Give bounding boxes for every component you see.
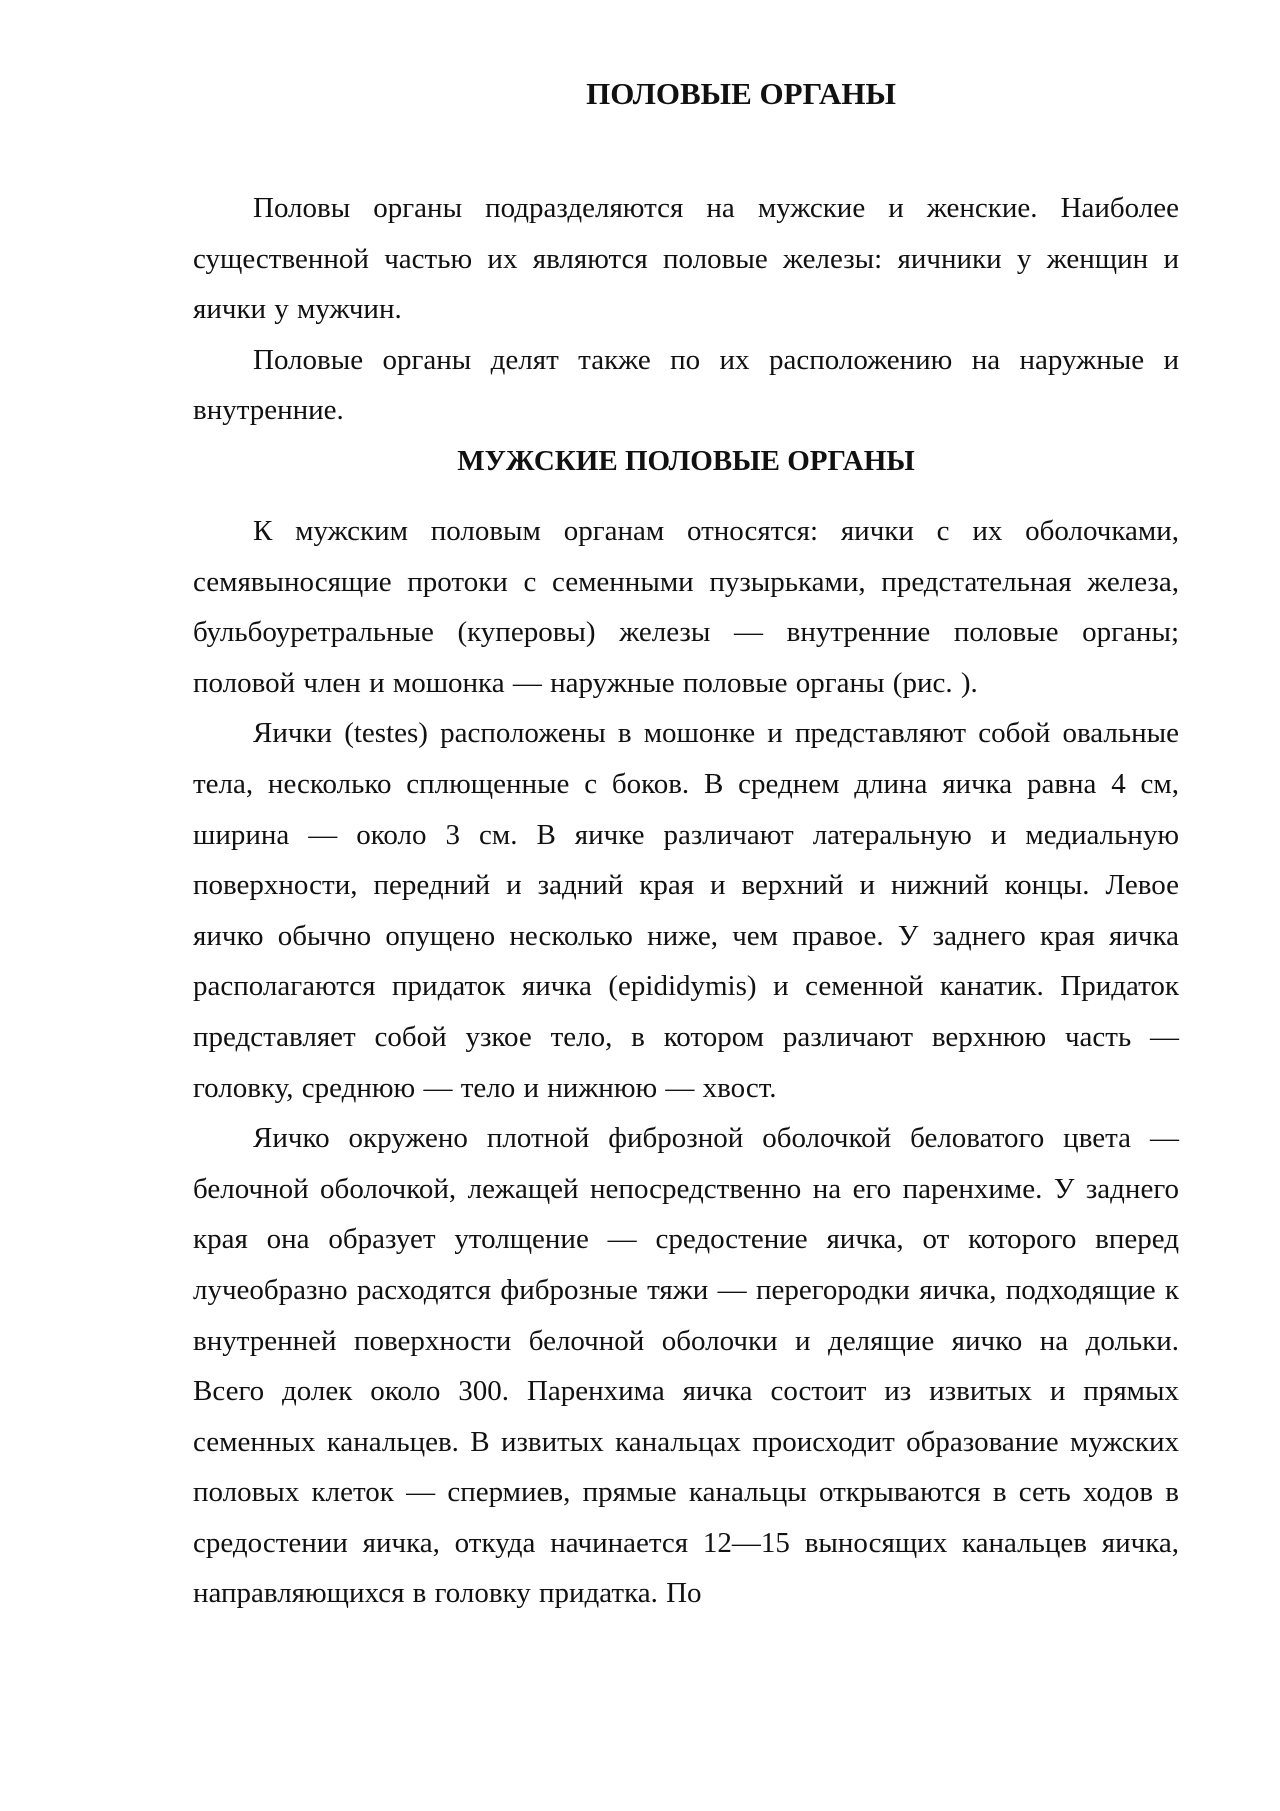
intro-paragraph-1: Половы органы подразделяются на мужские и женские. Наиболее существенной частью их являются половые железы: яичники у женщин и яички у мужчин. bbox=[193, 192, 1179, 326]
male-organs-section bbox=[193, 436, 1179, 1619]
page-title: ПОЛОВЫЕ ОРГАНЫ bbox=[586, 76, 896, 111]
section-paragraph-2: Яички (testes) расположены в мошонке и представляют собой овальные тела, несколько сплющенные с боков. В среднем длина яичка равна 4 см, ширина — около 3 см. В яичке различают латеральную и медиальную поверхности, передний и задний края и верхний и нижний концы. Левое яичко обычно опущено несколько ниже, чем правое. У заднего края яичка располагаются придаток яичка (epididymis) и семенной канатик. Придаток представляет собой узкое тело, в котором различают верхнюю часть — головку, среднюю — тело и нижнюю — хвост. bbox=[193, 717, 1179, 1104]
section-paragraph-3: Яичко окружено плотной фиброзной оболочкой беловатого цвета — белочной оболочкой, лежащей непосредственно на его паренхиме. У заднего края она образует утолщение — средостение яичка, от которого вперед лучеобразно расходятся фиброзные тяжи — перегородки яичка, подходящие к внутренней поверхности белочной оболочки и делящие яичко на дольки. Всего долек около 300. Паренхима яичка состоит из извитых и прямых семенных канальцев. В извитых канальцах происходит образование мужских половых клеток — спермиев, прямые канальцы открываются в сеть ходов в средостении яичка, откуда начинается 12—15 выносящих канальцев яичка, направляющихся в головку придатка. По bbox=[193, 1122, 1179, 1610]
heading-spacer bbox=[193, 486, 1179, 506]
section-heading: МУЖСКИЕ ПОЛОВЫЕ ОРГАНЫ bbox=[457, 445, 915, 477]
intro-section bbox=[193, 183, 1179, 436]
section-paragraph-1: К мужским половым органам относятся: яички с их оболочками, семявыносящие протоки с семенными пузырьками, предстательная железа, бульбоуретральные (куперовы) железы — внутренние половые органы; половой член и мошонка — наружные половые органы (рис. ). bbox=[193, 515, 1179, 699]
intro-paragraph-2: Половые органы делят также по их расположению на наружные и внутренние. bbox=[193, 343, 1179, 427]
